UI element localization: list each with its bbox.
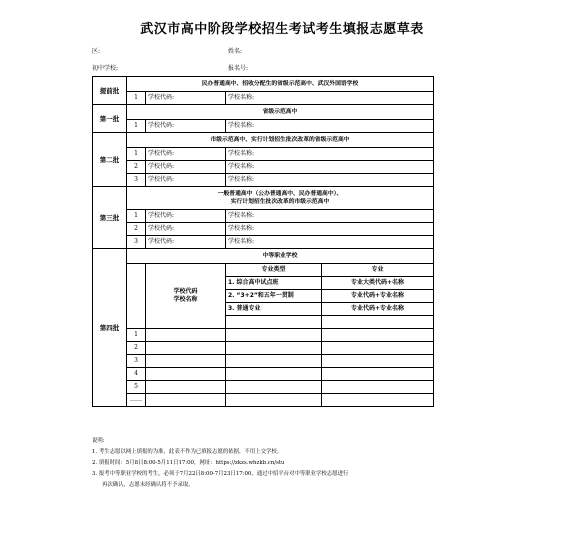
- note-2: 2. 填报时间：5月8日8:00-5月11日17:00，网址：https://zkzs.whzkb.cn/stu: [92, 460, 285, 466]
- row-number: 3: [127, 236, 146, 249]
- junior-school-field: 初中学校:: [92, 65, 119, 72]
- school-name-cell[interactable]: 学校名称:: [226, 120, 434, 133]
- school-code-cell[interactable]: 学校代码:: [146, 210, 226, 223]
- row-number: 1: [127, 92, 146, 105]
- batch-header-fourth: 中等职业学校: [127, 249, 434, 264]
- note-3: 3. 报考中等职业学校的考生，必须于7月22日8:00-7月23日17:00，通过中招平台对中等职业学校志愿进行: [92, 471, 349, 477]
- note-1: 1. 考生志愿以网上填报的为准，此表不作为已填报志愿的依据，不用上交学校。: [92, 449, 283, 455]
- major-entry[interactable]: [322, 381, 434, 394]
- batch-label-second: 第二批: [93, 133, 127, 187]
- volunteer-form-table: [92, 76, 434, 407]
- major-entry[interactable]: [322, 355, 434, 368]
- batch-header-third: [127, 187, 434, 210]
- school-code-cell[interactable]: 学校代码:: [146, 236, 226, 249]
- batch-label-fourth: 第四批: [93, 249, 127, 407]
- row-number: 5: [127, 381, 146, 394]
- table-row: [93, 381, 434, 394]
- school-name-cell[interactable]: 学校名称:: [226, 148, 434, 161]
- school-code-entry[interactable]: [146, 368, 226, 381]
- school-name-cell[interactable]: 学校名称:: [226, 223, 434, 236]
- school-code-entry[interactable]: [146, 355, 226, 368]
- table-row: [93, 161, 434, 174]
- code-name-line2: 学校名称: [173, 296, 198, 303]
- row-number: 2: [127, 161, 146, 174]
- major-desc-1: 专业大类代码+名称: [322, 277, 434, 290]
- major-entry[interactable]: [322, 368, 434, 381]
- major-type-2: 2. “3+2”和五年一贯制: [226, 290, 322, 303]
- batch-label-first: 第一批: [93, 105, 127, 133]
- school-code-cell[interactable]: 学校代码:: [146, 148, 226, 161]
- major-entry[interactable]: [322, 342, 434, 355]
- major-type-entry[interactable]: [226, 342, 322, 355]
- batch-header-third-line1: 一般普通高中（公办普通高中、民办普通高中）、: [217, 191, 343, 197]
- row-number: 1: [127, 329, 146, 342]
- notes-heading: 说明:: [92, 438, 105, 444]
- major-desc-3: 专业代码+专业名称: [322, 303, 434, 316]
- batch-header-first: 省级示范高中: [127, 105, 434, 120]
- school-code-cell[interactable]: 学校代码:: [146, 120, 226, 133]
- blank-cell: [322, 316, 434, 329]
- row-number: 3: [127, 355, 146, 368]
- table-row: [93, 120, 434, 133]
- school-code-cell[interactable]: 学校代码:: [146, 161, 226, 174]
- school-code-cell[interactable]: 学校代码:: [146, 174, 226, 187]
- school-code-entry[interactable]: [146, 342, 226, 355]
- major-type-3: 3. 普通专业: [226, 303, 322, 316]
- table-row: [93, 394, 434, 407]
- note-3-continued: 再次确认，志愿未经确认将不予录取。: [102, 482, 194, 488]
- row-number: 2: [127, 342, 146, 355]
- school-name-cell[interactable]: 学校名称:: [226, 92, 434, 105]
- table-row: [93, 355, 434, 368]
- code-name-header: [146, 264, 226, 329]
- school-name-cell[interactable]: 学校名称:: [226, 174, 434, 187]
- major-type-entry[interactable]: [226, 381, 322, 394]
- table-row: [93, 342, 434, 355]
- batch-label-early: 提前批: [93, 77, 127, 105]
- row-number: ……: [127, 394, 146, 407]
- code-name-line1: 学校代码: [173, 288, 198, 295]
- school-name-cell[interactable]: 学校名称:: [226, 161, 434, 174]
- school-code-entry[interactable]: [146, 381, 226, 394]
- major-type-entry[interactable]: [226, 368, 322, 381]
- major-type-entry[interactable]: [226, 329, 322, 342]
- table-row: [93, 174, 434, 187]
- table-row: [93, 210, 434, 223]
- row-number: 2: [127, 223, 146, 236]
- page-title: 武汉市高中阶段学校招生考试考生填报志愿草表: [140, 22, 424, 37]
- table-row: [93, 329, 434, 342]
- table-row: [93, 92, 434, 105]
- major-header: 专业: [322, 264, 434, 277]
- blank-cell: [127, 264, 146, 329]
- exam-number-field: 报名号:: [228, 65, 249, 72]
- table-row: [93, 368, 434, 381]
- major-entry[interactable]: [322, 394, 434, 407]
- batch-label-third: 第三批: [93, 187, 127, 249]
- school-name-cell[interactable]: 学校名称:: [226, 210, 434, 223]
- major-type-header: 专业类型: [226, 264, 322, 277]
- major-entry[interactable]: [322, 329, 434, 342]
- blank-cell: [226, 316, 322, 329]
- table-row: [93, 148, 434, 161]
- row-number: 1: [127, 120, 146, 133]
- major-desc-2: 专业代码+专业名称: [322, 290, 434, 303]
- name-field: 姓名:: [228, 48, 243, 55]
- school-code-entry[interactable]: [146, 394, 226, 407]
- major-type-entry[interactable]: [226, 355, 322, 368]
- row-number: 3: [127, 174, 146, 187]
- district-field: 区:: [92, 48, 101, 55]
- row-number: 1: [127, 148, 146, 161]
- row-number: 4: [127, 368, 146, 381]
- school-name-cell[interactable]: 学校名称:: [226, 236, 434, 249]
- major-type-entry[interactable]: [226, 394, 322, 407]
- table-row: [93, 236, 434, 249]
- major-type-1: 1. 综合高中试点班: [226, 277, 322, 290]
- school-code-cell[interactable]: 学校代码:: [146, 92, 226, 105]
- notes-section: [92, 436, 492, 491]
- row-number: 1: [127, 210, 146, 223]
- batch-header-early: 民办普通高中、招收分配生的省级示范高中、武汉外国语学校: [127, 77, 434, 92]
- school-code-cell[interactable]: 学校代码:: [146, 223, 226, 236]
- table-row: [93, 223, 434, 236]
- batch-header-third-line2: 实行计划招生批次改革的市级示范高中: [230, 199, 330, 205]
- batch-header-second: 市级示范高中、实行计划招生批次改革的省级示范高中: [127, 133, 434, 148]
- school-code-entry[interactable]: [146, 329, 226, 342]
